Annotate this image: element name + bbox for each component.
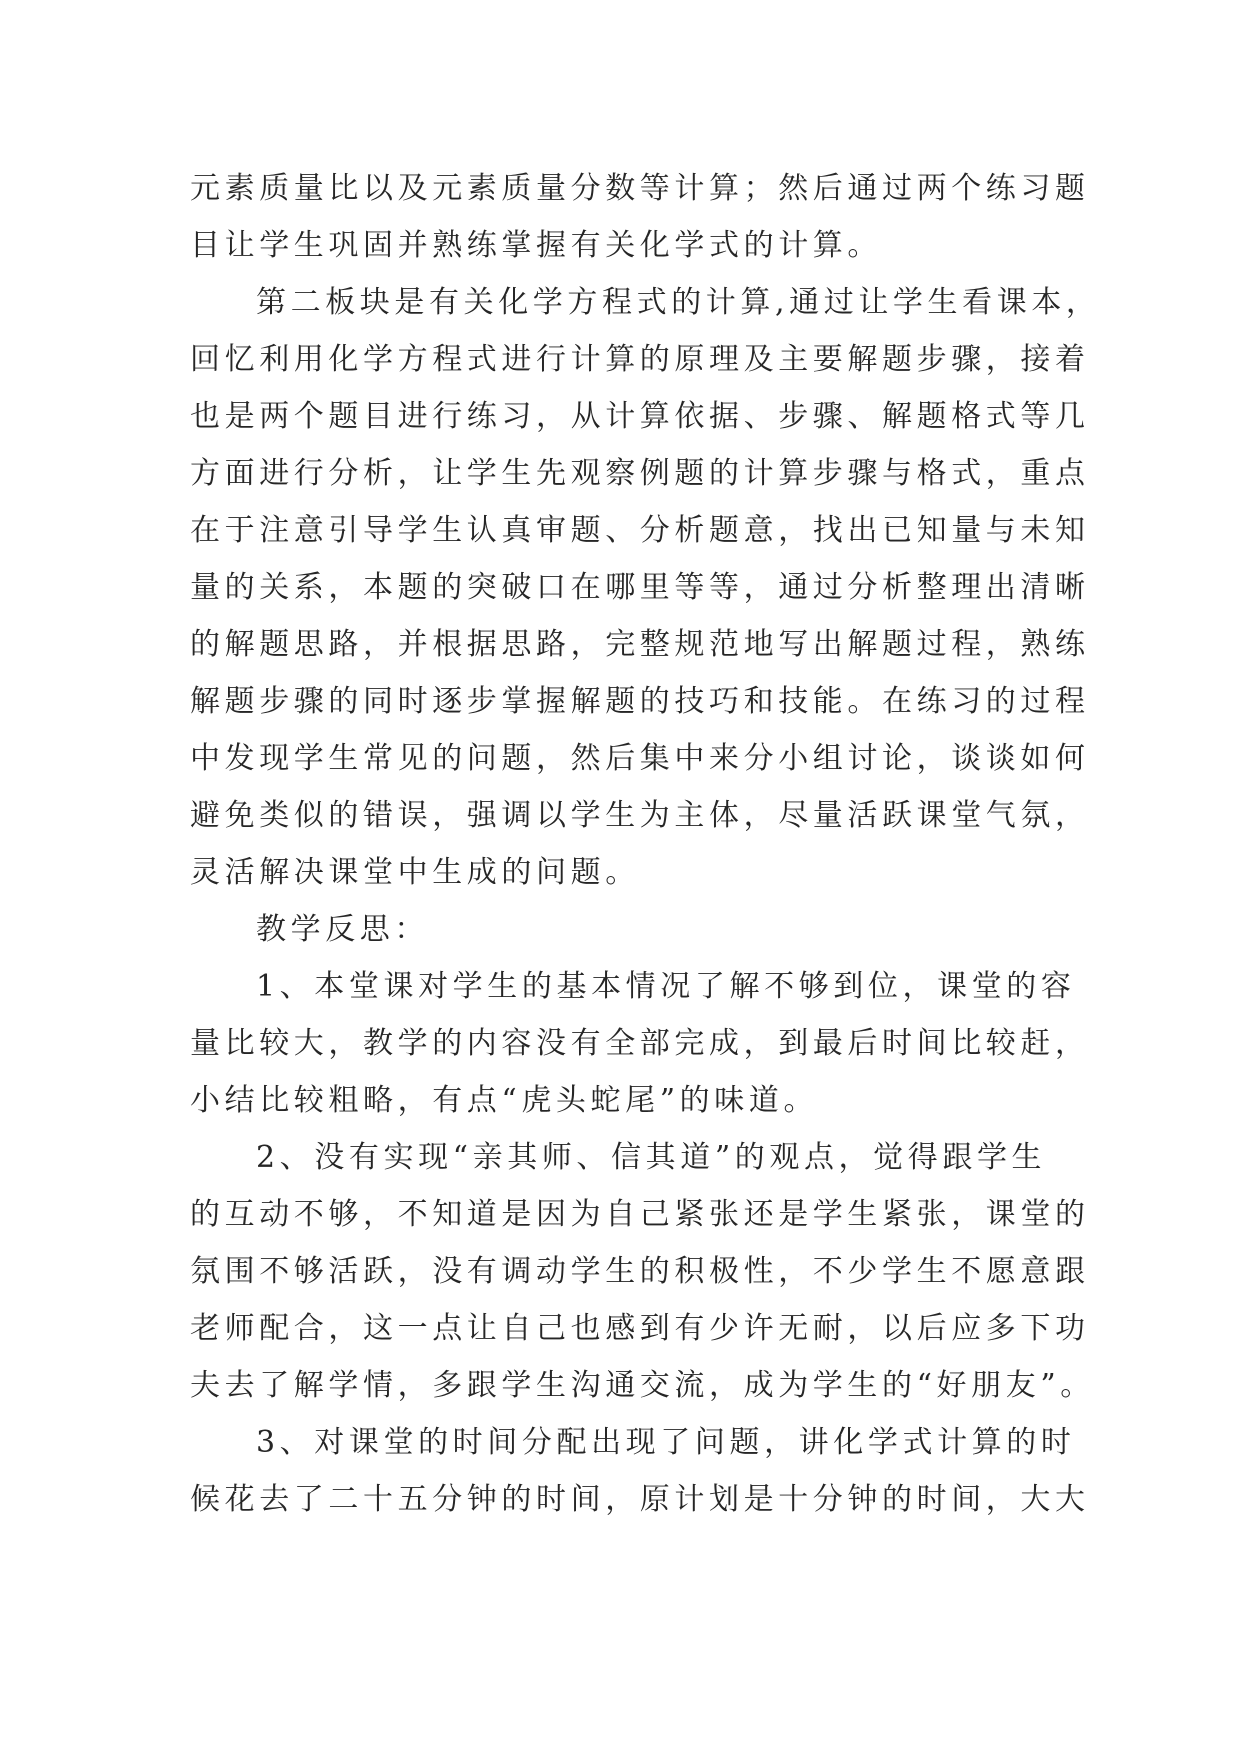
text-line: 量比较大，教学的内容没有全部完成，到最后时间比较赶， [190,1026,1090,1061]
text-line: 也是两个题目进行练习，从计算依据、步骤、解题格式等几 [190,399,1090,434]
text-line: 的互动不够，不知道是因为自己紧张还是学生紧张，课堂的 [190,1197,1090,1232]
text-line: 氛围不够活跃，没有调动学生的积极性，不少学生不愿意跟 [190,1254,1090,1289]
text-line: 避免类似的错误，强调以学生为主体，尽量活跃课堂气氛， [190,798,1090,833]
text-line: 夫去了解学情，多跟学生沟通交流，成为学生的“好朋友”。 [190,1368,1095,1403]
text-line: 解题步骤的同时逐步掌握解题的技巧和技能。在练习的过程 [190,684,1090,719]
text-line: 小结比较粗略，有点“虎头蛇尾”的味道。 [190,1083,819,1118]
text-line: 灵活解决课堂中生成的问题。 [190,855,640,890]
text-line: 回忆利用化学方程式进行计算的原理及主要解题步骤，接着 [190,342,1090,377]
text-line: 方面进行分析，让学生先观察例题的计算步骤与格式，重点 [190,456,1090,491]
text-line: 量的关系，本题的突破口在哪里等等，通过分析整理出清晰 [190,570,1090,605]
body-text [190,160,1101,1528]
text-line: 候花去了二十五分钟的时间，原计划是十分钟的时间，大大 [190,1482,1090,1517]
text-line: 目让学生巩固并熟练掌握有关化学式的计算。 [190,228,882,263]
text-line: 2、没有实现“亲其师、信其道”的观点，觉得跟学生 [256,1140,1047,1175]
text-line: 的解题思路，并根据思路，完整规范地写出解题过程，熟练 [190,627,1090,662]
text-line: 3、对课堂的时间分配出现了问题，讲化学式计算的时 [256,1425,1076,1460]
text-line: 1、本堂课对学生的基本情况了解不够到位，课堂的容 [256,969,1076,1004]
text-line: 在于注意引导学生认真审题、分析题意，找出已知量与未知 [190,513,1090,548]
text-line: 元素质量比以及元素质量分数等计算；然后通过两个练习题 [190,171,1090,206]
text-line: 第二板块是有关化学方程式的计算,通过让学生看课本， [256,285,1101,320]
text-line: 老师配合，这一点让自己也感到有少许无耐，以后应多下功 [190,1311,1090,1346]
text-line: 中发现学生常见的问题，然后集中来分小组讨论，谈谈如何 [190,741,1090,776]
text-line: 教学反思： [256,912,429,947]
